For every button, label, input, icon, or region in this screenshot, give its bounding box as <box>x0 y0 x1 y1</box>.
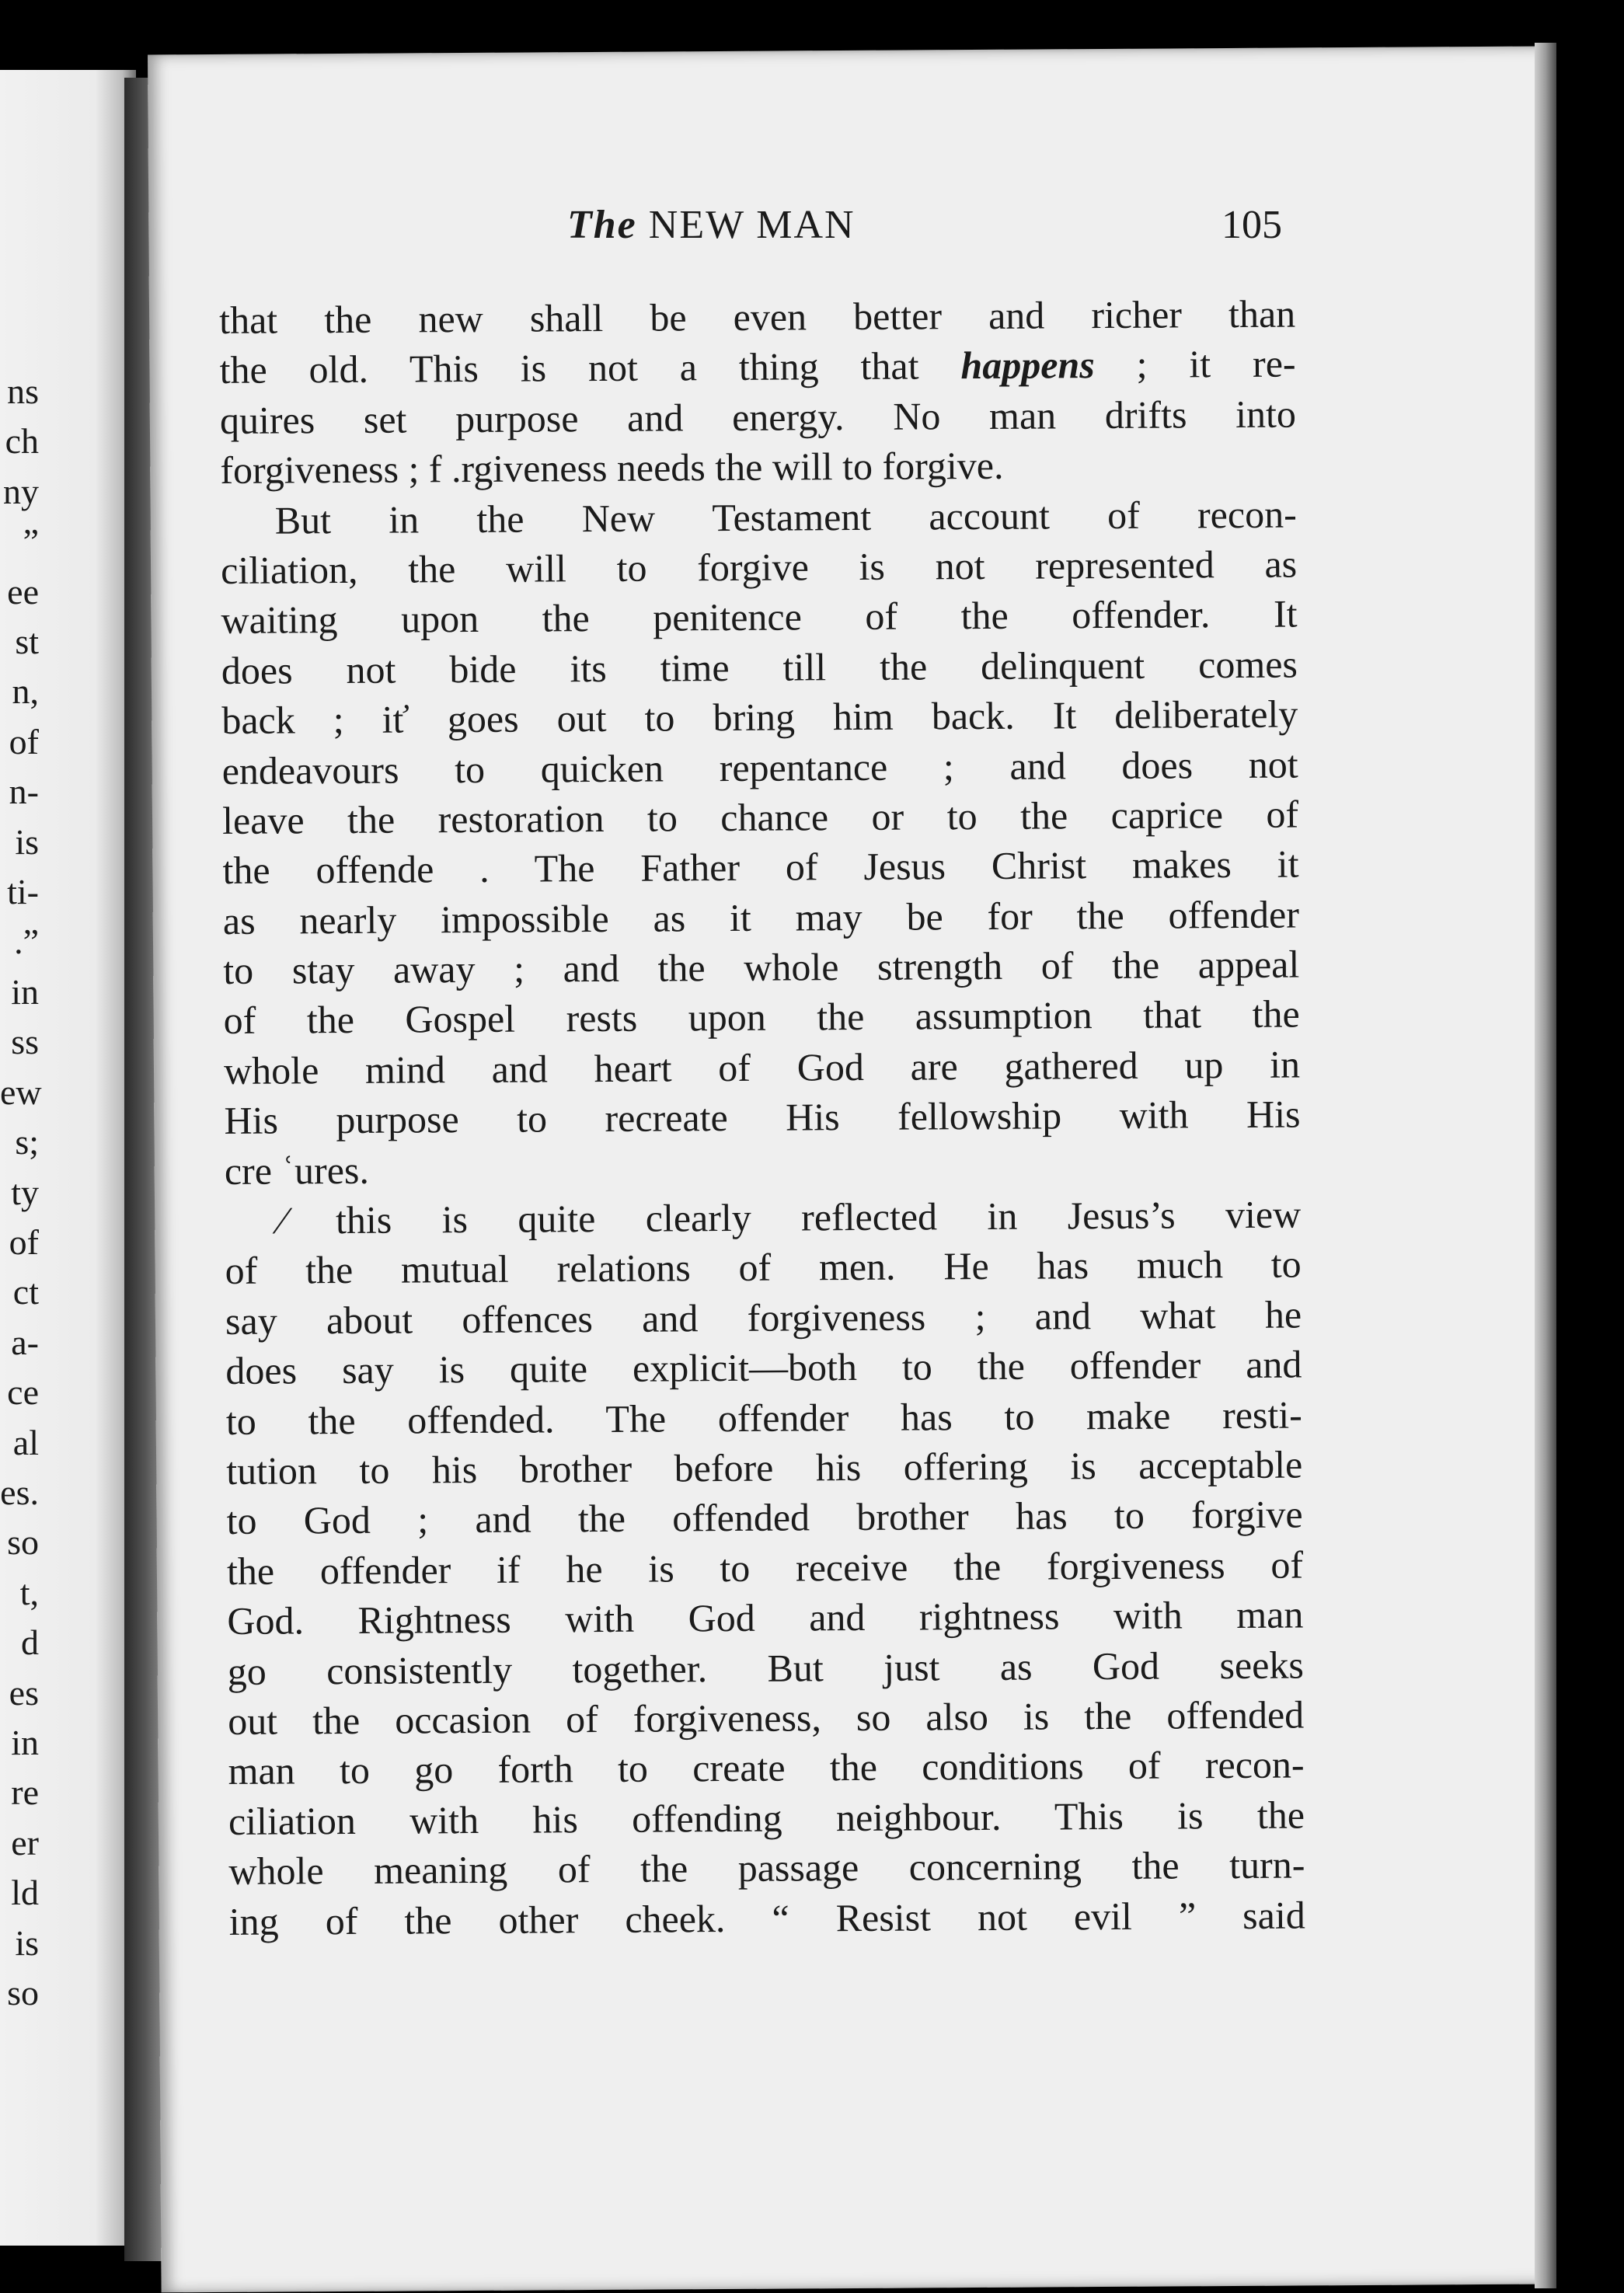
text-line <box>222 789 1298 845</box>
left-fragment-line: so <box>7 1973 39 2012</box>
text-line-content: forgiveness ; f .rgiveness needs the will to forgive. <box>220 444 1004 493</box>
running-title <box>567 202 856 248</box>
text-line-content: His purpose to recreate His fellowship with His <box>224 1092 1301 1143</box>
left-fragment-line: ld <box>11 1873 39 1913</box>
text-line-content: ing of the other cheek. “ Resist not evil ” said <box>228 1893 1305 1943</box>
left-fragment-line: ch <box>5 421 39 462</box>
left-fragment-line: er <box>11 1822 39 1863</box>
emphasized-word: happens <box>960 343 1095 388</box>
running-title-main: NEW MAN <box>648 203 856 247</box>
left-fragment-line: ct <box>12 1272 39 1312</box>
text-line <box>225 1239 1301 1296</box>
text-line-content: endeavours to quicken repentance ; and does not <box>221 742 1298 793</box>
left-fragment-line: es. <box>0 1472 39 1512</box>
left-fragment-line: ss <box>11 1022 39 1062</box>
text-line <box>225 1340 1302 1396</box>
text-line-content: does say is quite explicit—both to the offender and <box>225 1342 1302 1393</box>
left-fragment-line: d <box>21 1622 39 1663</box>
left-fragment-line: ” <box>23 521 39 562</box>
left-fragment-line: t, <box>19 1572 39 1612</box>
text-line <box>221 639 1298 695</box>
text-line-content: to God ; and the offended brother has to forgive <box>226 1492 1303 1543</box>
text-line <box>222 739 1298 796</box>
text-line <box>227 1539 1303 1596</box>
text-line-content: waiting upon the penitence of the offender. It <box>221 591 1298 643</box>
text-line <box>228 1789 1305 1846</box>
text-line-content: the offende . The Father of Jesus Christ makes it <box>222 842 1299 893</box>
left-fragment-line: s; <box>15 1122 39 1162</box>
text-line-content: of the mutual relations of men. He has much to <box>225 1242 1302 1293</box>
text-line <box>223 889 1299 946</box>
text-line <box>228 1840 1305 1897</box>
left-fragment-line: ce <box>7 1372 39 1413</box>
text-line-content: that the new shall be even better and richer than <box>219 291 1296 342</box>
left-fragment-line: in <box>11 1722 39 1762</box>
text-line-content: quires set purpose and energy. No man drifts into <box>219 392 1297 442</box>
left-fragment-line: a- <box>11 1322 39 1362</box>
text-line-content: go consistently together. But just as God seeks <box>227 1643 1304 1693</box>
text-line <box>220 389 1296 445</box>
text-line <box>226 1490 1302 1546</box>
text-line <box>227 1590 1303 1647</box>
left-fragment-line: ny <box>3 471 39 511</box>
page-edge <box>1535 43 1556 2288</box>
text-line-content: to the offended. The offender has to make resti- <box>225 1392 1302 1443</box>
text-line <box>224 1039 1300 1096</box>
running-title-italic: The <box>567 203 637 247</box>
text-line <box>228 1740 1304 1796</box>
left-fragment-line: ti- <box>7 872 39 912</box>
text-line <box>229 1890 1305 1946</box>
left-fragment-line: in <box>11 971 39 1012</box>
text-line-content: leave the restoration to chance or to the caprice of <box>221 792 1299 842</box>
left-fragment-line: al <box>12 1422 39 1462</box>
text-line-content: out the occasion of forgiveness, so also is the offended <box>228 1692 1305 1743</box>
text-line-content: ciliation, the will to forgive is not represented as <box>220 542 1298 592</box>
text-line <box>219 339 1295 396</box>
left-fragment-line: n, <box>12 671 39 712</box>
text-line <box>228 1640 1304 1696</box>
text-line <box>225 1289 1302 1346</box>
left-page-text-fragments <box>0 367 124 2018</box>
text-line <box>221 689 1298 746</box>
text-line <box>222 839 1298 896</box>
text-line-content: the offender if he is to receive the forgiveness of <box>226 1542 1304 1593</box>
text-line-content: whole mind and heart of God are gathered up in <box>223 1042 1301 1092</box>
text-line-content: whole meaning of the passage concerning the turn- <box>228 1842 1305 1894</box>
left-fragment-line: ty <box>11 1172 39 1212</box>
text-line <box>224 989 1300 1046</box>
text-line <box>224 1089 1300 1146</box>
text-line-content: the old. This is not a thing that <box>219 343 961 392</box>
text-line <box>225 1190 1301 1246</box>
text-line-content: ⁄ this is quite clearly reflected in Jesus’s view <box>279 1192 1302 1242</box>
text-line-content: does not bide its time till the delinquent comes <box>221 642 1298 692</box>
text-line <box>226 1439 1302 1496</box>
text-line <box>225 1139 1301 1196</box>
left-page <box>0 70 136 2246</box>
body-text <box>219 289 1305 1946</box>
text-line <box>221 589 1297 646</box>
page-number: 105 <box>1221 203 1282 247</box>
text-line-content: God. Rightness with God and rightness with man <box>227 1592 1304 1643</box>
text-line-content: ciliation with his offending neighbour. This is the <box>228 1793 1305 1843</box>
left-fragment-line: re <box>11 1772 39 1813</box>
text-line-content: cre ʿures. <box>224 1148 370 1193</box>
text-line-content: to stay away ; and the whole strength of the appeal <box>223 942 1300 993</box>
text-line-content: back ; iť goes out to bring him back. It deliberately <box>221 692 1298 743</box>
left-fragment-line: is <box>15 821 39 862</box>
left-fragment-line: of <box>9 1221 39 1262</box>
left-fragment-line: ee <box>7 571 39 612</box>
left-fragment-line: is <box>15 1922 39 1963</box>
text-line <box>220 439 1296 496</box>
text-line <box>221 489 1297 545</box>
left-fragment-line: .” <box>14 922 39 962</box>
left-fragment-line: es <box>9 1672 39 1713</box>
text-line-content: tution to his brother before his offering is acceptable <box>226 1442 1303 1493</box>
left-fragment-line: ns <box>7 371 39 411</box>
left-fragment-line: so <box>7 1522 39 1563</box>
left-fragment-line: n- <box>9 772 39 812</box>
text-line-content: as nearly impossible as it may be for the offender <box>222 892 1300 943</box>
text-line-content: But in the New Testament account of recon- <box>274 492 1297 542</box>
left-fragment-line: ew <box>0 1072 42 1112</box>
running-head <box>218 202 1282 264</box>
text-line <box>226 1389 1302 1446</box>
text-line-content: of the Gospel rests upon the assumption that the <box>223 991 1300 1043</box>
text-line-content: man to go forth to create the conditions of recon- <box>228 1742 1305 1793</box>
text-line <box>221 538 1297 595</box>
text-line-content: say about offences and forgiveness ; and what he <box>225 1292 1302 1343</box>
text-line <box>219 289 1295 346</box>
text-line-continuation: ; it re- <box>1094 341 1296 387</box>
text-line <box>228 1689 1304 1746</box>
text-line <box>223 939 1299 996</box>
left-fragment-line: of <box>9 721 39 761</box>
left-fragment-line: st <box>15 622 39 662</box>
